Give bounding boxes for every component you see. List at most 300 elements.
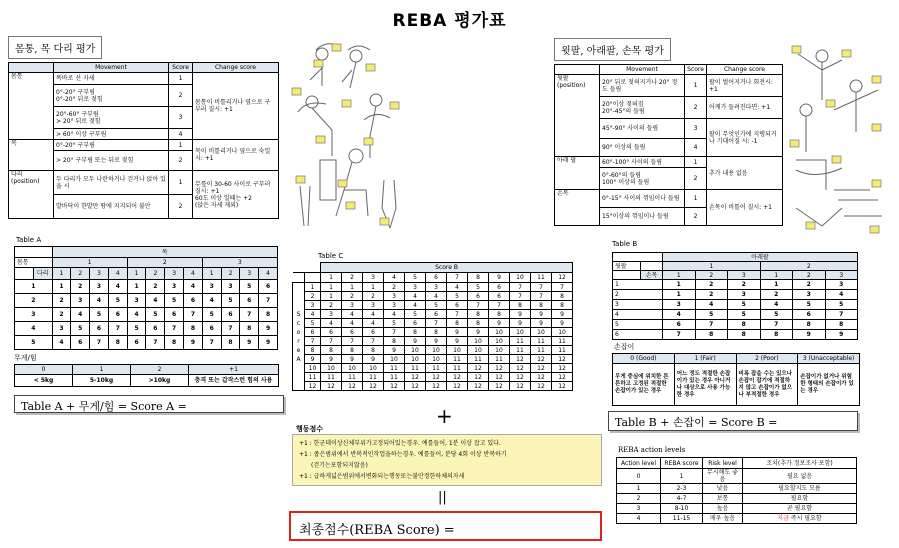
grip-header-2: 2 (Poor)	[736, 354, 798, 364]
table-c-row-header: 8	[305, 346, 321, 355]
leg-col-header: 1	[52, 268, 71, 280]
table-c-col-header: 3	[363, 273, 384, 283]
table-a-cell: 8	[240, 322, 259, 336]
table-c-cell: 4	[384, 310, 405, 319]
table-a-cell: 5	[146, 308, 165, 322]
lower-arm-group-2: 2	[760, 262, 858, 271]
table-c-cell: 9	[531, 310, 552, 319]
action-level: 2	[617, 494, 661, 504]
table-c-cell: 12	[342, 382, 363, 391]
table-c-cell: 12	[468, 364, 489, 373]
table-c-col-header: 10	[510, 273, 531, 283]
action-score: 2-3	[661, 484, 703, 494]
table-a-cell: 7	[184, 308, 203, 322]
trunk-movement-1: 똑바로 선 자세	[54, 73, 169, 85]
wrist-movement-2: 15°이상의 꺾임이나 들림	[600, 208, 685, 226]
score-a-formula: Table A + 무게/힘 = Score A =	[14, 395, 284, 413]
table-a-trunk-value: 3	[15, 308, 53, 322]
neck-movement-1: 0°-20° 구부림	[54, 140, 169, 151]
table-a-cell: 4	[184, 280, 203, 294]
upper-arm-movement-2: 20°이상 젖혀짐 20°-45°의 들림	[600, 97, 685, 119]
table-a-trunk-value: 1	[15, 280, 53, 294]
table-a-cell: 4	[71, 308, 90, 322]
table-c-cell: 4	[405, 292, 426, 301]
table-a-cell: 3	[202, 280, 221, 294]
table-c-cell: 11	[384, 373, 405, 382]
neck-movement-2: > 20° 구부림 또는 뒤로 젖힘	[54, 151, 169, 171]
table-c-cell: 11	[468, 355, 489, 364]
table-c-col-header: 5	[405, 273, 426, 283]
table-a-trunk-value: 4	[15, 322, 53, 336]
table-a-cell: 6	[202, 322, 221, 336]
table-b-upperarm-value: 6	[613, 330, 663, 340]
body-posture-illustration	[286, 40, 410, 232]
leg-col-header: 4	[108, 268, 127, 280]
table-c-cell: 10	[489, 337, 510, 346]
table-a-cell: 7	[259, 294, 278, 308]
leg-col-header: 3	[240, 268, 259, 280]
neck-score-1: 1	[169, 140, 193, 151]
upper-arm-change-2: 어깨가 들려진다면: +1	[707, 97, 783, 119]
table-a-cell: 6	[259, 280, 278, 294]
action-level: 3	[617, 504, 661, 514]
table-a-cell: 6	[108, 308, 127, 322]
action-level: 0	[617, 469, 661, 484]
legs-score-1: 1	[169, 171, 193, 195]
neck-change: 목이 비틀리거나 옆으로 숙일 시: +1	[193, 140, 279, 171]
action-score: 4-7	[661, 494, 703, 504]
table-c-cell: 3	[342, 301, 363, 310]
table-c-cell: 8	[552, 292, 573, 301]
trunk-movement-3: 20°-60° 구부림 > 20° 뒤로 젖힘	[54, 107, 169, 129]
leg-col-header: 2	[221, 268, 240, 280]
table-a-cell: 5	[127, 322, 146, 336]
table-a-leg-header: 다리	[33, 268, 52, 280]
table-c-cell: 11	[321, 373, 342, 382]
action-risk: 보통	[703, 494, 743, 504]
table-c-cell: 9	[552, 319, 573, 328]
table-c-cell: 12	[489, 373, 510, 382]
upper-arm-change-1: 팔이 벌어지거나 회전시: +1	[707, 75, 783, 97]
table-b-cell: 2	[695, 280, 728, 290]
wrist-col-header: 1	[760, 271, 793, 280]
table-b-cell: 9	[825, 330, 858, 340]
table-c-cell: 4	[405, 301, 426, 310]
table-c-cell: 6	[321, 328, 342, 337]
table-c-cell: 8	[447, 319, 468, 328]
table-a-cell: 2	[71, 280, 90, 294]
table-c-row-header: 1	[305, 283, 321, 292]
table-c-row-header: 7	[305, 337, 321, 346]
table-c-corner	[293, 273, 305, 283]
col-change-b: Change score	[707, 65, 783, 75]
table-a-cell: 7	[221, 322, 240, 336]
table-c-cell: 5	[405, 310, 426, 319]
table-b-upperarm-value: 3	[613, 300, 663, 310]
table-c-cell: 7	[447, 310, 468, 319]
activity-line-2: +1 : 좁은범위에서 반복적인작업을하는경우. 예를들어, 분당 4회 이상 반복하기	[299, 451, 507, 458]
table-c-cell: 5	[447, 292, 468, 301]
table-b-upperarm-header: 윗팔	[613, 262, 641, 271]
table-c-cell: 2	[342, 292, 363, 301]
table-a-cell: 6	[71, 336, 90, 350]
table-c-row-header: 11	[305, 373, 321, 382]
action-header-level: Action level	[617, 458, 661, 469]
table-a-cell: 5	[240, 280, 259, 294]
table-b	[612, 252, 858, 340]
load-header-0: 0	[15, 365, 73, 375]
load-table	[14, 364, 279, 387]
lower-arm-group-1: 1	[663, 262, 761, 271]
grip-table	[612, 353, 860, 406]
table-a-cell: 1	[52, 280, 71, 294]
wrist-label: 손목	[555, 190, 600, 226]
table-c-corner-2	[305, 273, 321, 283]
plus-sign: +	[436, 404, 453, 428]
wrist-col-header: 3	[728, 271, 761, 280]
table-c-cell: 3	[384, 292, 405, 301]
grip-header-0: 0 (Good)	[613, 354, 675, 364]
load-header-1: 1	[73, 365, 131, 375]
table-a-cell: 3	[90, 280, 109, 294]
table-c-cell: 11	[405, 364, 426, 373]
table-c-cell: 12	[552, 373, 573, 382]
leg-col-header: 1	[127, 268, 146, 280]
table-c-cell: 9	[552, 310, 573, 319]
table-a-cell: 6	[90, 322, 109, 336]
trunk-movement-2: 0°-20° 구부림 0°-20° 뒤로 젖힘	[54, 85, 169, 107]
table-b-cell: 4	[695, 300, 728, 310]
table-a-cell: 7	[202, 336, 221, 350]
table-c-cell: 8	[468, 310, 489, 319]
table-c-cell: 3	[384, 301, 405, 310]
wrist-movement-1: 0°-15° 사이의 꺾임이나 들림	[600, 190, 685, 208]
action-level: 4	[617, 514, 661, 524]
table-a-cell: 6	[221, 308, 240, 322]
grip-header-3: 3 (Unacceptable)	[798, 354, 860, 364]
action-urgent-text: 지금	[777, 515, 789, 522]
table-a-cell: 4	[146, 294, 165, 308]
table-c-cell: 12	[552, 364, 573, 373]
table-b-cell: 8	[728, 330, 761, 340]
table-b-cell: 5	[728, 310, 761, 320]
table-c-cell: 9	[321, 355, 342, 364]
table-c-cell: 8	[510, 301, 531, 310]
upper-arm-label: 윗팔 (position)	[555, 75, 600, 157]
upper-arm-score-3: 3	[685, 119, 707, 139]
table-c-cell: 11	[342, 373, 363, 382]
action-header-action: 조치(추가 정보조사 포함)	[743, 458, 857, 469]
trunk-neck-leg-table	[8, 62, 279, 219]
table-c-cell: 9	[531, 319, 552, 328]
table-a-cell: 9	[259, 336, 278, 350]
table-a-trunk-value: 5	[15, 336, 53, 350]
upper-arm-score-1: 1	[685, 75, 707, 97]
trunk-movement-4: > 60° 이상 구부림	[54, 129, 169, 140]
table-c-cell: 6	[405, 319, 426, 328]
action-text	[743, 514, 857, 524]
table-c-cell: 10	[384, 355, 405, 364]
grip-desc-0: 무게 중심에 위치한 튼튼하고 고정된 적절한 손잡이가 있는 경우	[613, 364, 675, 406]
lower-arm-movement-2: 0°-60°의 들림 100° 이상의 들림	[600, 168, 685, 190]
wrist-col-header: 1	[663, 271, 696, 280]
wrist-col-header: 2	[793, 271, 826, 280]
table-c-cell: 10	[489, 328, 510, 337]
table-b-cell: 5	[760, 310, 793, 320]
table-c-cell: 8	[405, 328, 426, 337]
table-c-cell: 12	[531, 364, 552, 373]
col-score: Score	[169, 63, 193, 73]
table-c-cell: 12	[552, 382, 573, 391]
table-c-cell: 7	[531, 292, 552, 301]
table-c-cell: 12	[489, 364, 510, 373]
table-c-cell: 11	[510, 337, 531, 346]
col-change: Change score	[193, 63, 279, 73]
table-a	[14, 246, 278, 350]
table-c-cell: 8	[531, 301, 552, 310]
table-b-cell: 7	[663, 330, 696, 340]
table-c-cell: 11	[531, 337, 552, 346]
table-c-cell: 11	[363, 373, 384, 382]
col-score-b: Score	[685, 65, 707, 75]
table-c-cell: 1	[342, 283, 363, 292]
table-c-cell: 7	[489, 301, 510, 310]
table-a-cell: 3	[52, 322, 71, 336]
table-c-cell: 4	[342, 310, 363, 319]
table-b-cell: 1	[760, 280, 793, 290]
trunk-score-3: 3	[169, 107, 193, 129]
action-risk: 무시해도 좋음	[703, 469, 743, 484]
action-levels-title: REBA action levels	[618, 446, 686, 454]
table-a-cell: 2	[52, 294, 71, 308]
table-c-cell: 12	[489, 382, 510, 391]
table-c-cell: 12	[510, 364, 531, 373]
table-a-neck-header: 목	[52, 247, 277, 258]
table-c-cell: 12	[510, 382, 531, 391]
leg-col-header: 4	[184, 268, 203, 280]
table-c-cell: 7	[510, 292, 531, 301]
table-c-cell: 10	[342, 364, 363, 373]
legs-movement-1: 두 다리가 모두 나란하거나 걷거나 앉아 있을 시	[54, 171, 169, 195]
table-c-cell: 3	[426, 283, 447, 292]
legs-label: 다리 (position)	[9, 171, 54, 219]
table-c-col-header: 2	[342, 273, 363, 283]
table-c-cell: 6	[363, 328, 384, 337]
table-b-cell: 3	[728, 290, 761, 300]
trunk-change: 몸통이 비틀리거나 옆으로 구부러 질시: +1	[193, 73, 279, 140]
table-c-cell: 9	[489, 319, 510, 328]
table-c-cell: 7	[342, 337, 363, 346]
table-c-cell: 7	[552, 283, 573, 292]
leg-col-header: 2	[71, 268, 90, 280]
table-a-cell: 5	[90, 308, 109, 322]
upper-arm-change-3: 팔이 무엇인가에 지탱되거나 기대어질 시: -1	[707, 119, 783, 157]
table-c-cell: 11	[531, 346, 552, 355]
table-c-cell: 6	[342, 328, 363, 337]
table-c-cell: 12	[405, 382, 426, 391]
table-b-cell: 1	[663, 290, 696, 300]
table-b-upperarm-value: 1	[613, 280, 663, 290]
activity-line-1: +1 : 한군데이상신체부위가고정되어있는경우. 예를들어, 1분 이상 잡고 있다.	[299, 440, 501, 447]
action-text: 곧 필요함	[743, 504, 857, 514]
table-b-cell: 2	[793, 280, 826, 290]
table-b-cell: 7	[825, 310, 858, 320]
table-a-cell: 7	[90, 336, 109, 350]
table-a-cell: 3	[165, 280, 184, 294]
table-a-cell: 6	[184, 294, 203, 308]
table-c-cell: 8	[426, 328, 447, 337]
table-a-cell: 9	[259, 322, 278, 336]
action-text: 필요함	[743, 494, 857, 504]
table-a-cell: 8	[259, 308, 278, 322]
table-a-trunk-value: 2	[15, 294, 53, 308]
table-c-cell: 5	[468, 283, 489, 292]
table-c-cell: 12	[510, 355, 531, 364]
table-b-cell: 5	[695, 310, 728, 320]
table-a-cell: 8	[184, 322, 203, 336]
leg-col-header: 3	[165, 268, 184, 280]
table-c-cell: 4	[363, 310, 384, 319]
upper-arm-score-4: 4	[685, 139, 707, 157]
table-c-cell: 1	[363, 283, 384, 292]
leg-col-header: 1	[202, 268, 221, 280]
table-b-title: Table B	[612, 240, 638, 248]
load-title: 무게/힘	[14, 354, 37, 362]
table-c-row-header: 5	[305, 319, 321, 328]
table-a-cell: 3	[71, 294, 90, 308]
table-a-cell: 8	[165, 336, 184, 350]
table-c-cell: 12	[531, 373, 552, 382]
load-value-1: 5-10kg	[73, 375, 131, 387]
table-c-cell: 12	[468, 382, 489, 391]
table-c-cell: 8	[321, 346, 342, 355]
table-a-cell: 3	[127, 294, 146, 308]
table-c-cell: 7	[510, 283, 531, 292]
table-c-cell: 7	[531, 283, 552, 292]
lower-arm-score-1: 1	[685, 157, 707, 168]
action-score: 8-10	[661, 504, 703, 514]
table-c-cell: 12	[447, 373, 468, 382]
wrist-col-header: 3	[825, 271, 858, 280]
table-c-title: Table C	[318, 252, 344, 260]
table-c-cell: 9	[510, 319, 531, 328]
grip-desc-3: 손잡이가 없거나 위험한 형태의 손잡이가 있는 경우	[798, 364, 860, 406]
table-c-row-header: 2	[305, 292, 321, 301]
action-text: 필요 없음	[743, 469, 857, 484]
table-c-cell: 8	[384, 337, 405, 346]
table-c-cell: 8	[552, 301, 573, 310]
table-b-cell: 7	[760, 320, 793, 330]
table-b-cell: 5	[728, 300, 761, 310]
table-b-cell: 4	[663, 310, 696, 320]
action-risk: 매우 높음	[703, 514, 743, 524]
table-c-cell: 10	[531, 328, 552, 337]
section-b-label: 윗팔, 아래팔, 손목 평가	[554, 38, 671, 61]
trunk-label: 몸통	[9, 73, 54, 140]
table-c-cell: 12	[510, 373, 531, 382]
table-c-cell: 12	[447, 382, 468, 391]
action-risk: 높음	[703, 504, 743, 514]
neck-group-2: 2	[127, 258, 202, 268]
action-text: 필요할지도 모름	[743, 484, 857, 494]
lower-arm-label: 아래 팔	[555, 157, 600, 190]
table-b-lowerarm-header: 아래팔	[663, 253, 858, 262]
table-a-cell: 7	[146, 336, 165, 350]
col-movement-b: Movement	[600, 65, 685, 75]
table-c-cell: 2	[363, 292, 384, 301]
table-a-cell: 6	[165, 308, 184, 322]
table-c-cell: 2	[321, 301, 342, 310]
table-c-col-header: 4	[384, 273, 405, 283]
table-c-cell: 10	[552, 328, 573, 337]
table-c-row-header: 6	[305, 328, 321, 337]
table-a-cell: 4	[127, 308, 146, 322]
legs-score-2: 2	[169, 195, 193, 219]
table-c-col-header: 9	[489, 273, 510, 283]
table-a-cell: 5	[71, 322, 90, 336]
leg-col-header: 3	[90, 268, 109, 280]
table-b-cell: 8	[793, 320, 826, 330]
legs-movement-2: 발바닥이 한발만 땅에 지지되어 불안	[54, 195, 169, 219]
table-c-cell: 6	[468, 292, 489, 301]
final-reba-score: 최종점수(REBA Score) =	[289, 511, 602, 541]
table-c-col-header: 6	[426, 273, 447, 283]
table-c-cell: 7	[363, 337, 384, 346]
table-c-cell: 7	[321, 337, 342, 346]
lower-arm-movement-1: 60°-100° 사이의 들림	[600, 157, 685, 168]
table-c-cell: 12	[426, 373, 447, 382]
table-b-cell: 8	[825, 320, 858, 330]
action-risk: 낮음	[703, 484, 743, 494]
equals-sign: ||	[438, 490, 447, 505]
table-c-col-header: 1	[321, 273, 342, 283]
table-c-cell: 1	[321, 283, 342, 292]
table-c-cell: 11	[510, 346, 531, 355]
trunk-neck-legs-figure	[286, 40, 410, 232]
table-c-cell: 5	[426, 301, 447, 310]
table-b-wrist-header: 손목	[641, 271, 663, 280]
upper-arm-movement-3: 45°-90° 사이의 들림	[600, 119, 685, 139]
table-a-cell: 3	[221, 280, 240, 294]
table-c-row-header: 9	[305, 355, 321, 364]
table-c-scorea-header: S c o r e A	[293, 283, 305, 391]
table-c-cell: 3	[363, 301, 384, 310]
table-c-cell: 2	[384, 283, 405, 292]
table-c-cell: 9	[510, 310, 531, 319]
table-a-cell: 2	[146, 280, 165, 294]
table-c-cell: 11	[447, 364, 468, 373]
action-rest-text: 즉시 필요함	[788, 515, 822, 522]
neck-score-2: 2	[169, 151, 193, 171]
table-c-cell: 9	[405, 337, 426, 346]
neck-group-3: 3	[202, 258, 277, 268]
table-a-cell: 5	[165, 294, 184, 308]
table-b-upperarm-value: 4	[613, 310, 663, 320]
upper-arm-movement-1: 20° 뒤로 젖혀지거나 20° 정도 들림	[600, 75, 685, 97]
load-value-3: 충격 또는 갑작스런 힘의 사용	[189, 375, 279, 387]
table-c-cell: 6	[426, 310, 447, 319]
table-a-cell: 8	[108, 336, 127, 350]
activity-line-3: (걷기는포함되지않음)	[311, 462, 368, 469]
wrist-score-1: 1	[685, 190, 707, 208]
table-a-cell: 5	[221, 294, 240, 308]
table-b-cell: 5	[793, 300, 826, 310]
table-b-upperarm-value: 2	[613, 290, 663, 300]
table-c-cell: 6	[447, 301, 468, 310]
table-b-cell: 6	[663, 320, 696, 330]
table-b-corner	[613, 271, 641, 280]
table-c-row-header: 4	[305, 310, 321, 319]
